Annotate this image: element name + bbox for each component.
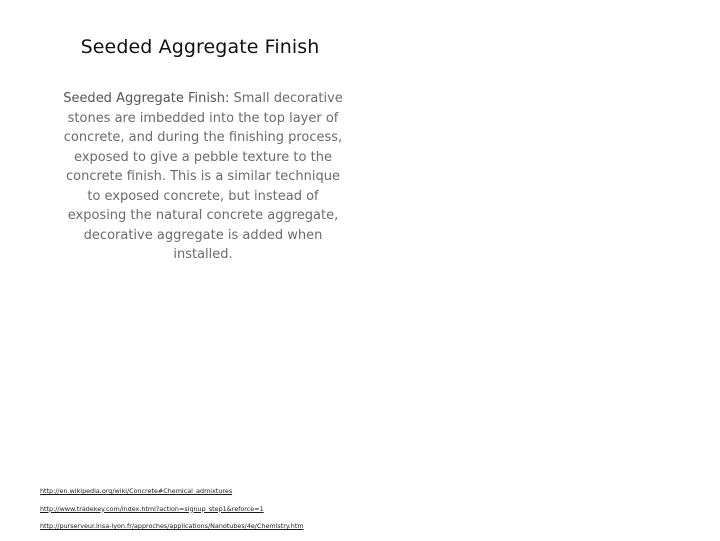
slide-title: Seeded Aggregate Finish xyxy=(80,36,320,58)
reference-link-tradekey[interactable]: http://www.tradekey.com/index.html?action=signup_step1&reforce=1 xyxy=(40,504,264,513)
term-description: Small decorative stones are imbedded into the top layer of concrete, and during the finishing process, exposed to give a pebble texture to the concrete finish. This is a similar technique to exposed concrete, but instead of exposing the natural concrete aggregate, decorative aggregate is added when installed. xyxy=(63,91,343,262)
body-paragraph xyxy=(60,89,346,265)
reference-link-insa-lyon[interactable]: http://purserveur.insa-lyon.fr/approches/applications/Nanotubes/4e/Chemistry.htm xyxy=(40,522,304,531)
reference-link-wikipedia[interactable]: http://en.wikipedia.org/wiki/Concrete#Chemical_admixtures xyxy=(40,487,233,495)
reference-list xyxy=(40,488,440,541)
term-label: Seeded Aggregate Finish: xyxy=(63,91,230,106)
